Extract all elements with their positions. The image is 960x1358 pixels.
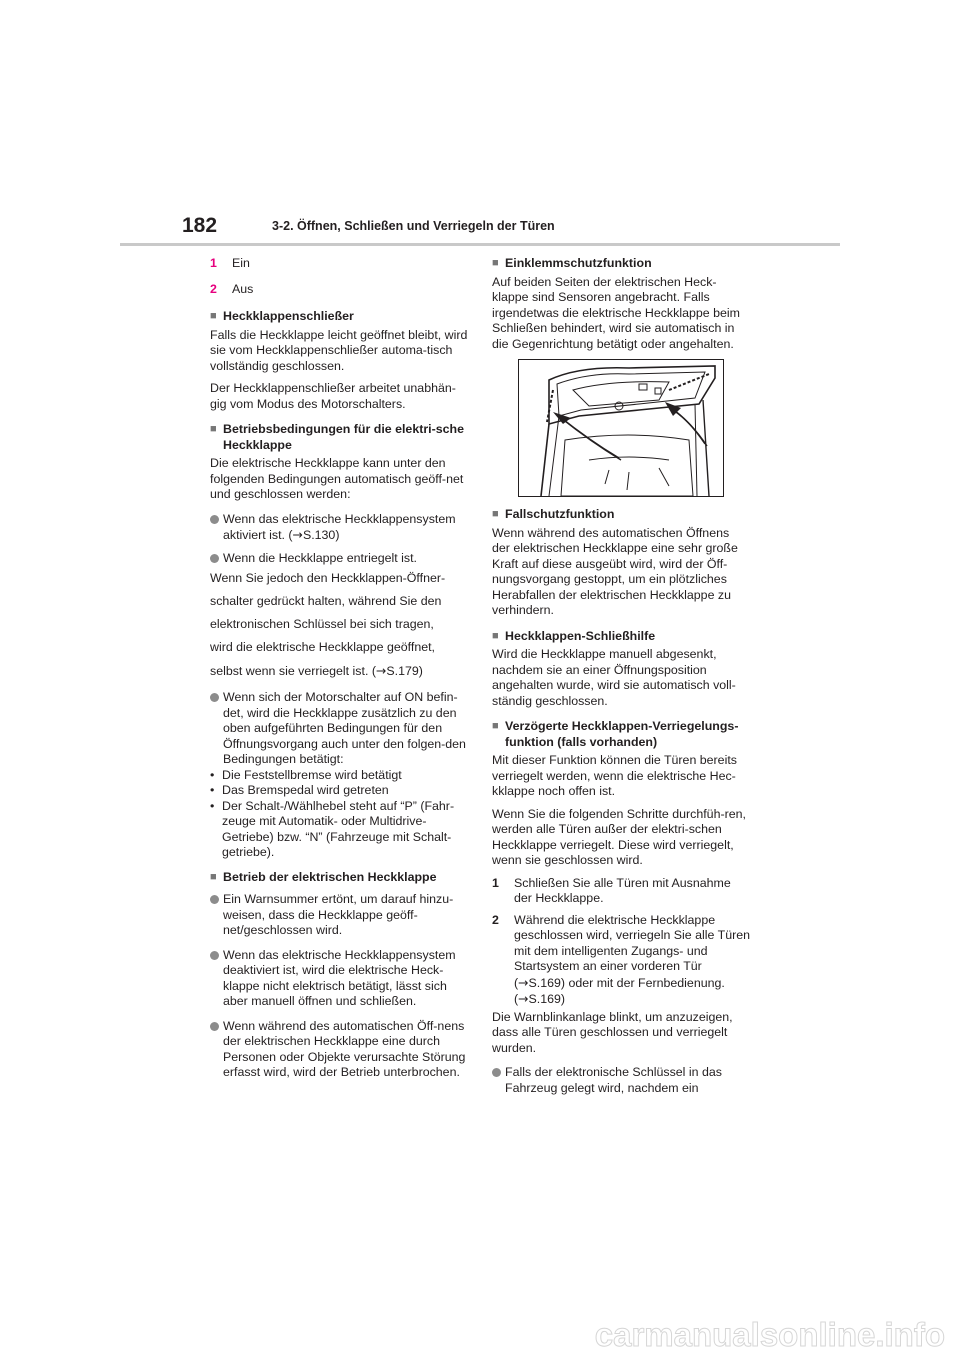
bullet-item: Falls der elektronische Schlüssel in das Fahrzeug gelegt wird, nachdem ein	[492, 1065, 750, 1096]
paragraph: Die Warnblinkanlage blinkt, um anzuzeigen, dass alle Türen geschlossen und verriegelt wurden.	[492, 1009, 733, 1055]
chapter-title: 3-2. Öffnen, Schließen und Verriegeln der Türen	[272, 219, 555, 233]
text-line: Wenn Sie jedoch den Heckklappen-Öffner-	[210, 571, 446, 585]
reference-arrow-icon: →	[518, 974, 529, 990]
step-item: 2 Während die elektrische Heckklappe geschlossen wird, verriegeln Sie alle Türen mit dem intelligenten Zugangs- und Startsystem an einer vorderen Tür (→S.169) oder mit der Fernbedienung. (→S.169)	[492, 912, 751, 1006]
watermark-text: carmanualsonline.info	[594, 1316, 945, 1353]
page-reference: S.169)	[528, 992, 566, 1006]
square-bullet-icon: ■	[210, 310, 217, 322]
bullet-item: Wenn sich der Motorschalter auf ON befin-det, wird die Heckklappe zusätzlich zu den oben aufgeführten Bedingungen für den Öffnungsvorgang auch unter den folgen-den Bedingungen betätigt:	[210, 690, 468, 768]
paragraph: Die elektrische Heckklappe kann unter den folgenden Bedingungen automatisch geöff-net und geschlossen werden:	[210, 456, 464, 501]
item-text: Ein	[232, 256, 250, 270]
page-reference: S.169) oder mit der Fernbedienung.	[528, 975, 725, 990]
paragraph: Wenn während des automatischen Öffnens der elektrischen Heckklappe eine sehr große Kraft auf diese ausgeübt wird, wird der Öff-nungsvorgang gestoppt, um ein plötzliches Herabfallen der elektrischen Heckklappe zu verhindern.	[492, 525, 738, 617]
bullet-item: Ein Warnsummer ertönt, um darauf hinzu-weisen, dass die Heckklappe geöff-net/geschlossen wird.	[210, 892, 468, 939]
square-bullet-icon: ■	[492, 508, 499, 520]
sub-list-item: • Das Bremspedal wird getreten	[210, 783, 389, 797]
section-heading: ■ Betrieb der elektrischen Heckklappe	[210, 869, 437, 884]
section-heading: ■ Einklemmschutzfunktion	[492, 256, 652, 270]
bullet-item: Wenn das elektrische Heckklappensystem deaktiviert ist, wird die elektrische Heck-klappe nicht elektrisch betätigt, lässt sich aber manuell öffnen und schließen.	[210, 948, 468, 1010]
reference-arrow-icon: →	[292, 527, 303, 542]
paragraph: Wenn Sie die folgenden Schritte durchfüh-ren, werden alle Türen außer der elektri-schen Heckklappe verriegelt. Diese wird verriegelt, wenn sie geschlossen wird.	[492, 806, 746, 867]
sub-list-item: • Die Feststellbremse wird betätigt	[210, 767, 402, 782]
step-item: 1 Schließen Sie alle Türen mit Ausnahme der Heckklappe.	[492, 875, 731, 905]
bullet-item: Wenn das elektrische Heckklappensystem aktiviert ist. (→S.130)	[210, 512, 468, 544]
paragraph: Mit dieser Funktion können die Türen bereits verriegelt werden, wenn die elektrische Hec-kklappe noch offen ist.	[492, 753, 737, 798]
item-number: 2	[210, 281, 217, 296]
square-bullet-icon: ■	[210, 870, 217, 883]
paragraph: Auf beiden Seiten der elektrischen Heck-klappe sind Sensoren angebracht. Falls irgendetwas die elektrische Heckklappe beim Schließen behindert, wird sie automatisch in die Gegenrichtung betätigt oder angehalten.	[492, 274, 740, 351]
text-line: selbst wenn sie verriegelt ist. (→S.179)	[210, 663, 423, 678]
bullet-item: Wenn während des automatischen Öff-nens der elektrischen Heckklappe eine durch Personen oder Objekte verursachte Störung erfasst wird, wird der Betrieb unterbrochen.	[210, 1019, 468, 1081]
square-bullet-icon: ■	[492, 257, 499, 269]
text-line: elektronischen Schlüssel bei sich tragen,	[210, 617, 434, 631]
item-text: Aus	[232, 281, 254, 296]
square-bullet-icon: ■	[492, 720, 499, 732]
paragraph: Wird die Heckklappe manuell abgesenkt, nachdem sie an einer Öffnungsposition angehalten wurde, wird sie automatisch voll-ständig geschlossen.	[492, 647, 736, 708]
text-line: schalter gedrückt halten, während Sie den	[210, 594, 442, 608]
page-reference: S.130)	[302, 528, 340, 542]
square-bullet-icon: ■	[492, 629, 499, 642]
reference-arrow-icon: →	[375, 663, 387, 678]
section-heading: ■ Heckklappen-Schließhilfe	[492, 628, 656, 643]
section-heading: ■ Betriebsbedingungen für die elektri-sche Heckklappe	[210, 422, 464, 452]
step-number: 2	[492, 912, 499, 927]
text-line: wird die elektrische Heckklappe geöffnet,	[210, 640, 435, 654]
bullet-item: Wenn die Heckklappe entriegelt ist.	[210, 551, 468, 568]
section-heading: ■ Verzögerte Heckklappen-Verriegelungs-funktion (falls vorhanden)	[492, 719, 739, 749]
section-heading: ■ Heckklappenschließer	[210, 309, 354, 323]
square-bullet-icon: ■	[210, 423, 217, 435]
page-number: 182	[182, 214, 218, 237]
paragraph: Falls die Heckklappe leicht geöffnet bleibt, wird sie vom Heckklappenschließer automa-tisch vollständig geschlossen.	[210, 327, 468, 373]
step-number: 1	[492, 875, 499, 890]
item-number: 1	[210, 256, 217, 270]
paragraph: Der Heckklappenschließer arbeitet unabhän-gig vom Modus des Motorschalters.	[210, 381, 456, 411]
reference-arrow-icon: →	[518, 991, 529, 1006]
section-heading: ■ Fallschutzfunktion	[492, 507, 615, 521]
sub-list-item: • Der Schalt-/Wählhebel steht auf “P” (Fahr-zeuge mit Automatik- oder Multidrive-Getriebe) bzw. “N” (Fahrzeuge mit Schalt-getriebe).	[210, 798, 455, 859]
page-reference: S.179)	[386, 664, 423, 678]
